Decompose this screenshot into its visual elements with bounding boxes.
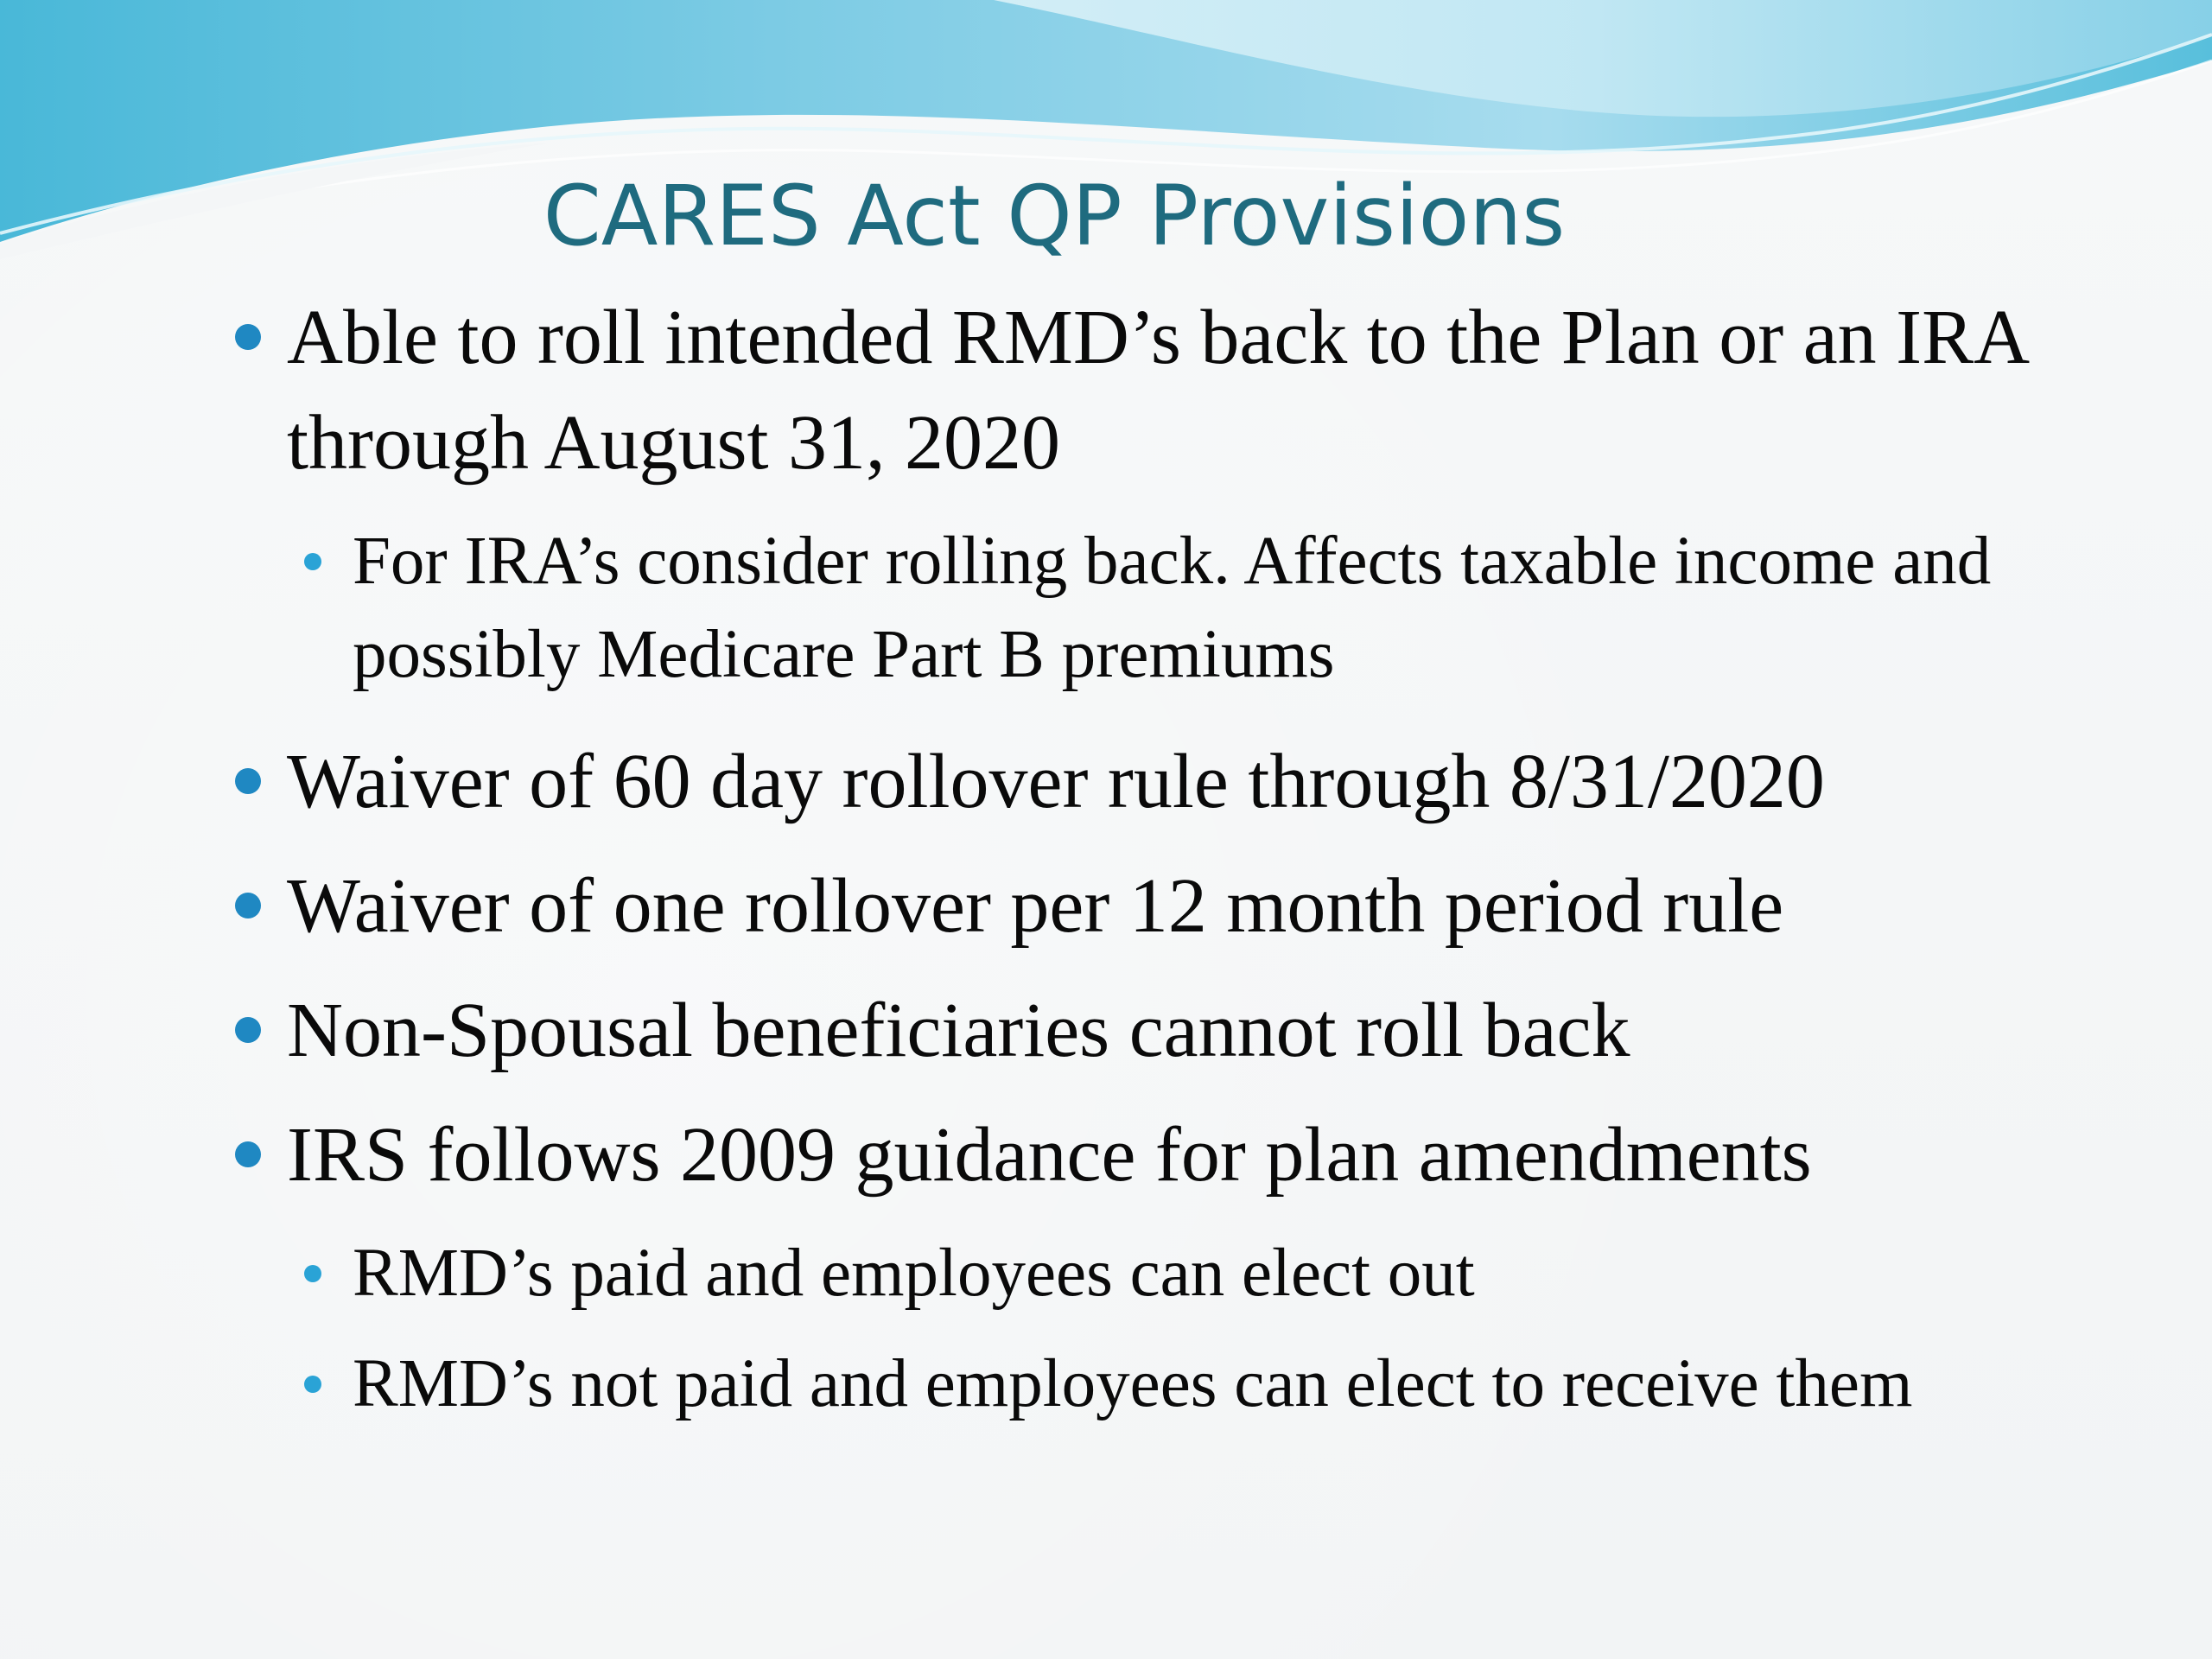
bullet-item	[225, 854, 2108, 959]
sub-bullet-item	[225, 515, 2108, 702]
sub-bullet-text: RMD’s paid and employees can elect out	[353, 1236, 1475, 1311]
sub-bullet-item	[225, 1338, 2108, 1431]
bullet-text: Waiver of one rollover per 12 month period rule	[287, 863, 1784, 949]
sub-bullet-dot-icon	[304, 553, 321, 570]
bullet-item	[225, 1103, 2108, 1208]
sub-bullet-item	[225, 1227, 2108, 1320]
sub-bullet-dot-icon	[304, 1265, 321, 1282]
sub-bullet-text: For IRA’s consider rolling back. Affects taxable income and possibly Medicare Part B premiums	[353, 524, 1992, 692]
bullet-dot-icon	[235, 768, 261, 794]
bullet-dot-icon	[235, 1017, 261, 1043]
bullet-text: Non-Spousal beneficiaries cannot roll back	[287, 988, 1630, 1073]
bullet-text: IRS follows 2009 guidance for plan amendments	[287, 1112, 1812, 1198]
bullet-dot-icon	[235, 324, 261, 350]
sub-bullet-dot-icon	[304, 1376, 321, 1393]
slide-title: CARES Act QP Provisions	[543, 168, 1566, 264]
bullet-dot-icon	[235, 893, 261, 918]
bullet-text: Waiver of 60 day rollover rule through 8/31/2020	[287, 739, 1825, 824]
sub-bullet-text: RMD’s not paid and employees can elect to receive them	[353, 1346, 1913, 1421]
bullet-item	[225, 285, 2108, 496]
bullet-item	[225, 729, 2108, 835]
bullet-list	[225, 285, 2108, 1448]
bullet-dot-icon	[235, 1141, 261, 1167]
bullet-item	[225, 978, 2108, 1084]
bullet-text: Able to roll intended RMD’s back to the Plan or an IRA through August 31, 2020	[287, 295, 2026, 486]
